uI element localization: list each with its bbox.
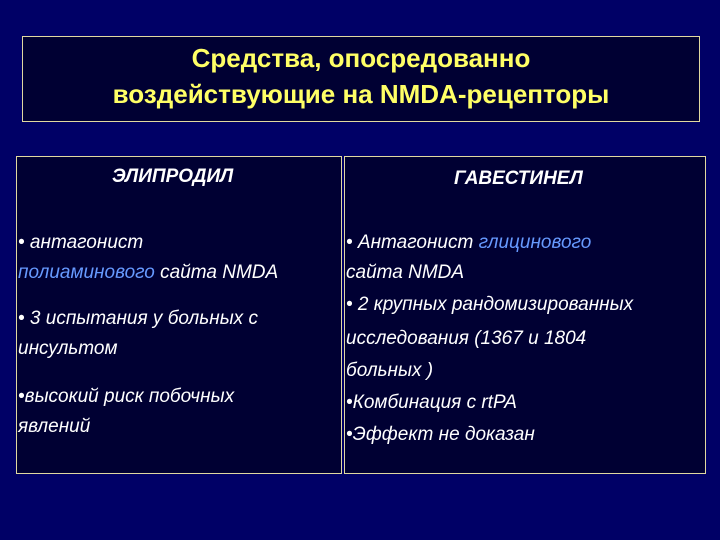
left-item2-line1: • 3 испытания у больных с	[18, 308, 258, 329]
right-item1-highlight: глицинового	[478, 232, 592, 253]
title-line-2: воздействующие на NMDA-рецепторы	[112, 79, 610, 109]
left-item1-line2	[18, 262, 278, 284]
right-item2-line1: • 2 крупных рандомизированных	[346, 294, 634, 315]
title-line-1: Средства, опосредованно	[191, 43, 531, 73]
left-item1-highlight: полиаминового	[18, 262, 155, 283]
left-item3-line1: •высокий риск побочных	[18, 386, 235, 407]
title-box	[22, 36, 700, 122]
right-item3: •Комбинация с rtPA	[346, 392, 517, 413]
left-item3-line2: явлений	[18, 416, 91, 437]
right-item2-line3: больных )	[346, 360, 434, 381]
right-item1-line1	[346, 232, 591, 254]
left-heading: ЭЛИПРОДИЛ	[112, 166, 234, 187]
right-item2-line2: исследования (1367 и 1804	[346, 328, 587, 349]
right-heading: ГАВЕСТИНЕЛ	[454, 168, 583, 189]
left-item1-line1: • антагонист	[18, 232, 144, 253]
right-item1-prefix: • Антагонист	[346, 232, 479, 253]
right-item1-line2: сайта NMDA	[346, 262, 465, 283]
left-item1-rest: сайта NMDA	[154, 262, 279, 283]
right-item4: •Эффект не доказан	[346, 424, 535, 445]
left-item2-line2: инсультом	[18, 338, 118, 359]
